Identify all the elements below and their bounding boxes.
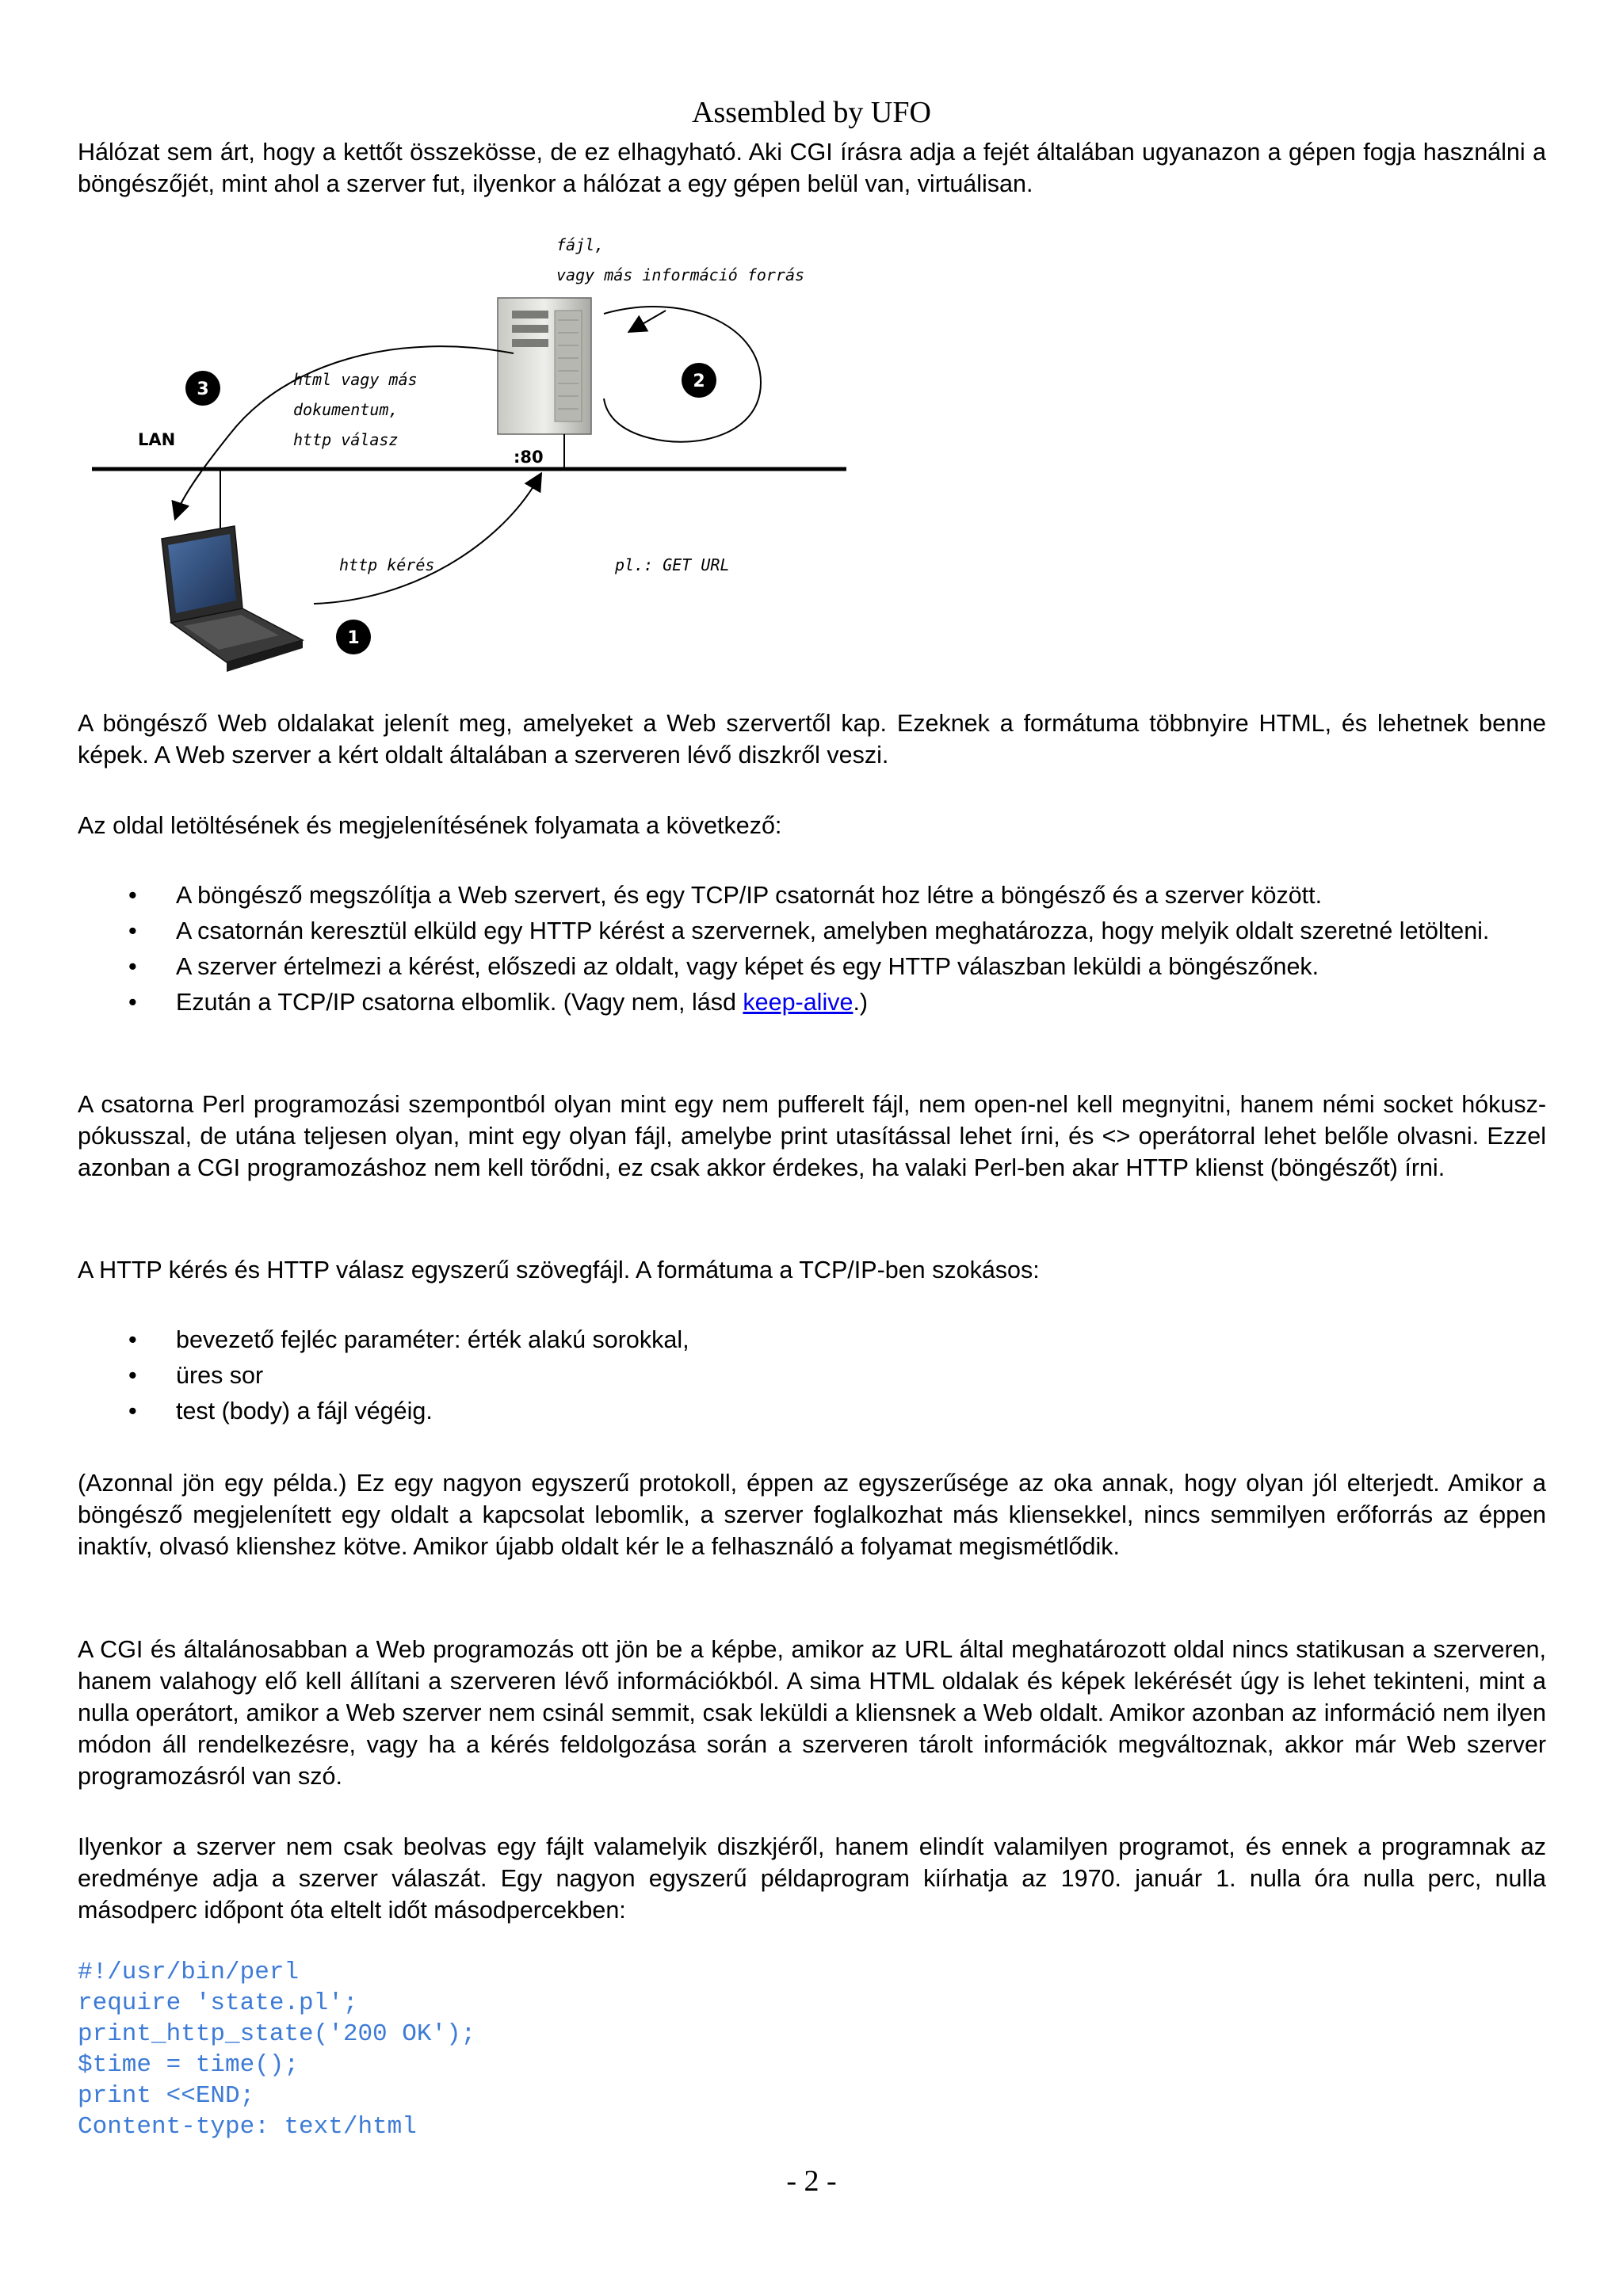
browser-paragraph: A böngésző Web oldalakat jelenít meg, amelyeket a Web szervertől kap. Ezeknek a formátuma többnyire HTML, és lehetnek benne képek. A Web szerver a kért oldalt általában a szerveren lévő diszkről veszi.	[78, 710, 1546, 769]
cgi-paragraph: A CGI és általánosabban a Web programozás ott jön be a képbe, amikor az URL által meghatározott oldal nincs statikusan a szerveren, hanem valahogy elő kell állítani a szerveren lévő információkból. A sima HTML oldalak és képek lekérését úgy is lehet tekinteni, mint a nulla operátort, amikor a Web szerver nem csinál semmit, csak leküldi a kliensnek a Web oldalt. Amikor azonban az információ nem ilyen módon áll rendelkezésre, vagy ha a kérés feldolgozása során a szerveren tárolt információk megváltoznak, akkor már Web szerver programozásról van szó.	[78, 1636, 1546, 1790]
protocol-paragraph: (Azonnal jön egy példa.) Ez egy nagyon egyszerű protokoll, éppen az egyszerűsége az oka annak, hogy olyan jól elterjedt. Amikor a böngésző megjelenített egy oldalt a kapcsolat lebomlik, a szerver foglalkozhat más kliensekkel, nincs semmilyen erőforrás az éppen inaktív, olvasó klienshez kötve. Amikor újabb oldalt kér le a felhasználó a folyamat megismétlődik.	[78, 1470, 1546, 1560]
list-item: • Ezután a TCP/IP csatorna elbomlik. (Vagy nem, lásd keep-alive.)	[128, 989, 869, 1016]
list-item: • A csatornán keresztül elküld egy HTTP kérést a szervernek, amelyben meghatározza, hogy melyik oldalt szeretné letölteni.	[128, 917, 1490, 944]
process-list	[78, 879, 1546, 1022]
channel-paragraph: A csatorna Perl programozási szempontból olyan mint egy nem pufferelt fájl, nem open-nel kell megnyitni, hanem némi socket hókusz-pókusszal, de utána teljesen olyan, mint egy olyan fájl, amelybe print utasítással lehet írni, és <> operátorral lehet belőle olvasni. Ezzel azonban a CGI programozáshoz nem kell törődni, ez csak akkor érdekes, ha valaki Perl-ben akar HTTP klienst (böngészőt) írni.	[78, 1091, 1546, 1181]
code-line: require 'state.pl';	[78, 1989, 358, 2017]
step-2-number: 2	[693, 372, 705, 391]
response-label-2: dokumentum,	[293, 400, 399, 419]
port-label: :80	[514, 448, 544, 467]
step-1-number: 1	[347, 628, 360, 648]
lan-label: LAN	[138, 430, 176, 449]
server-icon	[498, 298, 591, 434]
intro-paragraph: Hálózat sem árt, hogy a kettőt összekösse, de ez elhagyható. Aki CGI írásra adja a fejét általában ugyanazon a gépen fogja használni a böngészőjét, mint ahol a szerver fut, ilyenkor a hálózat a egy gépen belül van, virtuálisan.	[78, 139, 1546, 197]
page-header: Assembled by UFO	[692, 96, 931, 129]
list-item: • bevezető fejléc paraméter: érték alakú sorokkal,	[128, 1326, 689, 1353]
program-paragraph: Ilyenkor a szerver nem csak beolvas egy fájlt valamelyik diszkjéről, hanem elindít valamilyen programot, és ennek a programnak az eredménye adja a szerver válaszát. Egy nagyon egyszerű példaprogram kiírhatja az 1970. január 1. nulla óra nulla perc, nulla másodperc időpont óta eltelt időt másodpercekben:	[78, 1833, 1546, 1924]
list-item: • A szerver értelmezi a kérést, előszedi az oldalt, vagy képet és egy HTTP válaszban leküldi a böngészőnek.	[128, 953, 1319, 980]
process-intro: Az oldal letöltésének és megjelenítésének folyamata a következő:	[78, 812, 782, 839]
response-label-3: http válasz	[293, 430, 399, 449]
response-label-1: html vagy más	[293, 370, 418, 389]
list-item: • üres sor	[128, 1362, 264, 1389]
client-server-diagram	[79, 228, 856, 672]
file-label-2: vagy más információ forrás	[556, 265, 805, 284]
page-number: - 2 -	[786, 2164, 837, 2198]
perl-code-block	[78, 1957, 475, 2142]
list-item: • A böngésző megszólítja a Web szervert, és egy TCP/IP csatornát hoz létre a böngésző és a szerver között.	[128, 882, 1323, 909]
code-line: Content-type: text/html	[78, 2113, 417, 2141]
code-line: print_http_state('200 OK');	[78, 2020, 476, 2048]
file-label-1: fájl,	[556, 235, 605, 254]
laptop-icon	[162, 526, 303, 672]
keep-alive-link[interactable]: keep-alive	[743, 989, 854, 1016]
code-line: #!/usr/bin/perl	[78, 1958, 300, 1986]
list-item: • test (body) a fájl végéig.	[128, 1398, 433, 1425]
format-list	[78, 1324, 1546, 1431]
http-format-intro: A HTTP kérés és HTTP válasz egyszerű szövegfájl. A formátuma a TCP/IP-ben szokásos:	[78, 1257, 1040, 1283]
example-label: pl.: GET URL	[615, 555, 730, 574]
request-label: http kérés	[339, 555, 435, 574]
step-3-number: 3	[197, 379, 209, 399]
code-line: $time = time();	[78, 2051, 300, 2079]
code-line: print <<END;	[78, 2082, 255, 2110]
